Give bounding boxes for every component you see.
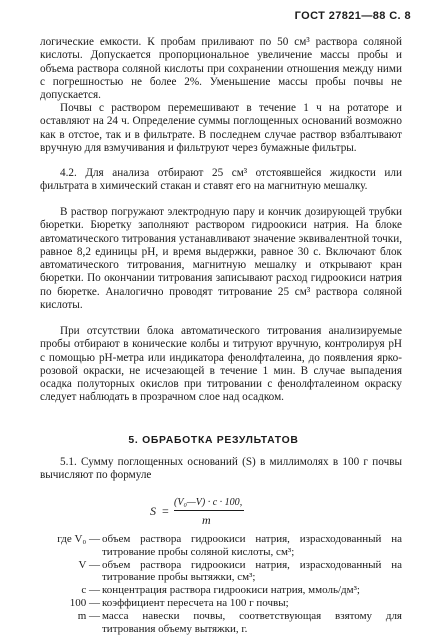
definition-symbol: m — bbox=[77, 609, 100, 622]
paragraph-3: 4.2. Для анализа отбирают 25 см³ отстоявшейся жидкости или фильтрата в химический стакан и ставят его на магнитную мешалку. bbox=[40, 167, 402, 193]
definition-row bbox=[40, 533, 402, 559]
definition-text: коэффициент пересчета на 100 г почвы; bbox=[102, 596, 289, 609]
definitions-list bbox=[40, 533, 402, 635]
definition-row bbox=[40, 610, 402, 636]
paragraph-2: Почвы с раствором перемешивают в течение 1 ч на ротаторе и оставляют на 24 ч. Определение суммы поглощенных оснований возможно как в отстое, так и в фильтрате. В последнем случае раствор взбалтывают вручную для взмучивания и фильтруют через бумажные фильтры. bbox=[40, 102, 402, 154]
formula-denominator: m bbox=[202, 513, 211, 527]
paragraph-1: логические емкости. К пробам приливают по 50 см³ раствора соляной кислоты. Допускается пропорциональное увеличение массы пробы и объема раствора соляной кислоты при сохранении отношения между ними с погрешностью не более 2%. Уменьшение массы пробы почвы не допускается. bbox=[40, 36, 402, 102]
definition-symbol: где V₀ — bbox=[57, 533, 100, 545]
definition-row bbox=[40, 584, 402, 597]
paragraph-5-1: 5.1. Сумму поглощенных оснований (S) в миллимолях в 100 г почвы вычисляют по формуле bbox=[40, 456, 402, 482]
section-title: 5. ОБРАБОТКА РЕЗУЛЬТАТОВ bbox=[128, 435, 299, 446]
formula-equals: = bbox=[162, 504, 169, 518]
definition-symbol: V — bbox=[78, 558, 100, 571]
paragraph-5: При отсутствии блока автоматического титрования анализируемые пробы отбирают в конические колбы и титруют вручную, контролируя pH с помощью pH-метра или индикатора фенолфталеина, до появления ярко-розовой окраски, не исчезающей в течение 1 мин. В случае выпадения осадка полуторных окислов при титровании с фенолфталеином окраску следует наблюдать в прозрачном слое над осадком. bbox=[40, 325, 402, 404]
definition-symbol: 100 — bbox=[69, 596, 100, 609]
page-header: ГОСТ 27821—88 С. 8 bbox=[294, 10, 411, 22]
formula-lhs: S bbox=[150, 504, 156, 518]
definition-text: объем раствора гидроокиси натрия, израсходованный на титрование пробы соляной кислоты, см³; bbox=[102, 533, 402, 558]
definition-text: объем раствора гидроокиси натрия, израсходованный на титрование пробы вытяжки, см³; bbox=[102, 558, 402, 584]
formula-numerator: (V₀—V) · c · 100, bbox=[174, 497, 243, 508]
definition-symbol: c — bbox=[81, 584, 100, 597]
definition-text: масса навески почвы, соответствующая взятому для титрования объему вытяжки, г. bbox=[102, 609, 402, 635]
definition-text: концентрация раствора гидроокиси натрия, ммоль/дм³; bbox=[102, 584, 360, 597]
definition-row bbox=[40, 559, 402, 585]
fraction-bar bbox=[174, 510, 244, 511]
definition-row bbox=[40, 597, 402, 610]
paragraph-4: В раствор погружают электродную пару и кончик дозирующей трубки бюретки. Бюретку заполняют раствором гидроокиси натрия. На блоке автоматического титрования устанавливают значение эквивалентной точки, равное 8,2 единицы pH, и время выдержки, равное 30 с. Включают блок автоматического титрования, магнитную мешалку и открывают кран бюретки. По окончании титрования записывают расход гидроокиси натрия по бюретке. Аналогично проводят титрование 25 см³ раствора соляной кислоты. bbox=[40, 206, 402, 312]
